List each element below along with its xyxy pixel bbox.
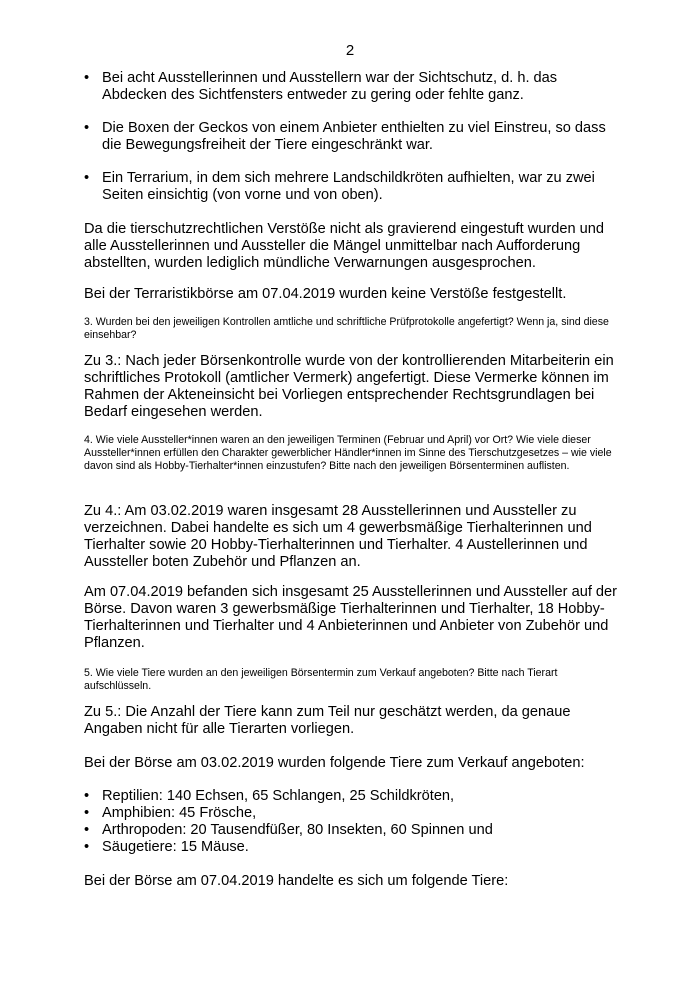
answer-4-continued: Am 07.04.2019 befanden sich insgesamt 25 Ausstellerinnen und Aussteller auf der Börse. Davon waren 3 gewerbsmäßige Tierhalterinnen und Tierhalter, 18 Hobby-Tierhalterinnen und Tierhalter und 4 Anbieterinnen und Anbieter von Zubehör und Pflanzen.: [84, 584, 618, 651]
bullet-icon: •: [84, 805, 90, 821]
list-item-text: Amphibien: 45 Frösche,: [102, 805, 257, 821]
list-item: [84, 839, 624, 856]
bullet-icon: •: [84, 120, 90, 136]
bullet-icon: •: [84, 822, 90, 838]
paragraph: Bei der Terraristikbörse am 07.04.2019 wurden keine Verstöße festgestellt.: [84, 286, 567, 302]
question-5: 5. Wie viele Tiere wurden an den jeweiligen Börsentermin zum Verkauf angeboten? Bitte nach Tierart aufschlüsseln.: [84, 667, 558, 692]
list-item-text: Die Boxen der Geckos von einem Anbieter enthielten zu viel Einstreu, so dass die Bewegungsfreiheit der Tiere eingeschränkt war.: [102, 120, 606, 153]
bullet-icon: •: [84, 788, 90, 804]
paragraph: Bei der Börse am 07.04.2019 handelte es sich um folgende Tiere:: [84, 873, 509, 889]
answer-4: Zu 4.: Am 03.02.2019 waren insgesamt 28 Ausstellerinnen und Aussteller zu verzeichnen. Dabei handelte es sich um 4 gewerbsmäßige Tierhalterinnen und Tierhalter sowie 20 Hobby-Tierhalterinnen und Tierhalter. 4 Austellerinnen und Aussteller boten Zubehör und Pflanzen an.: [84, 503, 592, 570]
list-item-text: Bei acht Ausstellerinnen und Ausstellern war der Sichtschutz, d. h. das Abdecken des Sichtfensters entweder zu gering oder fehlte ganz.: [102, 70, 558, 103]
answer-5: Zu 5.: Die Anzahl der Tiere kann zum Teil nur geschätzt werden, da genaue Angaben nicht für alle Tierarten vorliegen.: [84, 704, 571, 737]
list-item-text: Arthropoden: 20 Tausendfüßer, 80 Insekten, 60 Spinnen und: [102, 822, 493, 838]
list-item-text: Säugetiere: 15 Mäuse.: [102, 839, 249, 855]
question-3: 3. Wurden bei den jeweiligen Kontrollen amtliche und schriftliche Prüfprotokolle angefertigt? Wenn ja, sind diese einsehbar?: [84, 316, 609, 341]
list-item-text: Reptilien: 140 Echsen, 65 Schlangen, 25 Schildkröten,: [102, 788, 455, 804]
paragraph: Da die tierschutzrechtlichen Verstöße nicht als gravierend eingestuft wurden und alle Ausstellerinnen und Aussteller die Mängel unmittelbar nach Aufforderung abstellten, wurden lediglich mündliche Verwarnungen ausgesprochen.: [84, 221, 604, 271]
bullet-icon: •: [84, 839, 90, 855]
list-item: [84, 120, 624, 154]
list-item: [84, 822, 624, 839]
bullet-icon: •: [84, 170, 90, 186]
page-number: 2: [345, 42, 355, 59]
list-item: [84, 788, 624, 805]
answer-3: Zu 3.: Nach jeder Börsenkontrolle wurde von der kontrollierenden Mitarbeiterin ein schriftliches Protokoll (amtlicher Vermerk) angefertigt. Diese Vermerke können im Rahmen der Akteneinsicht bei Vorliegen entsprechender Rechtsgrundlagen bei Bedarf eingesehen werden.: [84, 353, 614, 420]
list-item: [84, 805, 624, 822]
question-4: 4. Wie viele Aussteller*innen waren an den jeweiligen Terminen (Februar und April) vor Ort? Wie viele dieser Aussteller*innen erfüllen den Charakter gewerblicher Händler*innen im Sinne des Tierschutzgesetzes – wie viele davon sind als Hobby-Tierhalter*innen einzustufen? Bitte nach den jeweiligen Börsenterminen auflisten.: [84, 434, 612, 472]
list-item: [84, 170, 624, 204]
list-item: [84, 70, 624, 104]
paragraph: Bei der Börse am 03.02.2019 wurden folgende Tiere zum Verkauf angeboten:: [84, 755, 585, 771]
bullet-icon: •: [84, 70, 90, 86]
list-item-text: Ein Terrarium, in dem sich mehrere Landschildkröten aufhielten, war zu zwei Seiten einsichtig (von vorne und von oben).: [102, 170, 595, 203]
